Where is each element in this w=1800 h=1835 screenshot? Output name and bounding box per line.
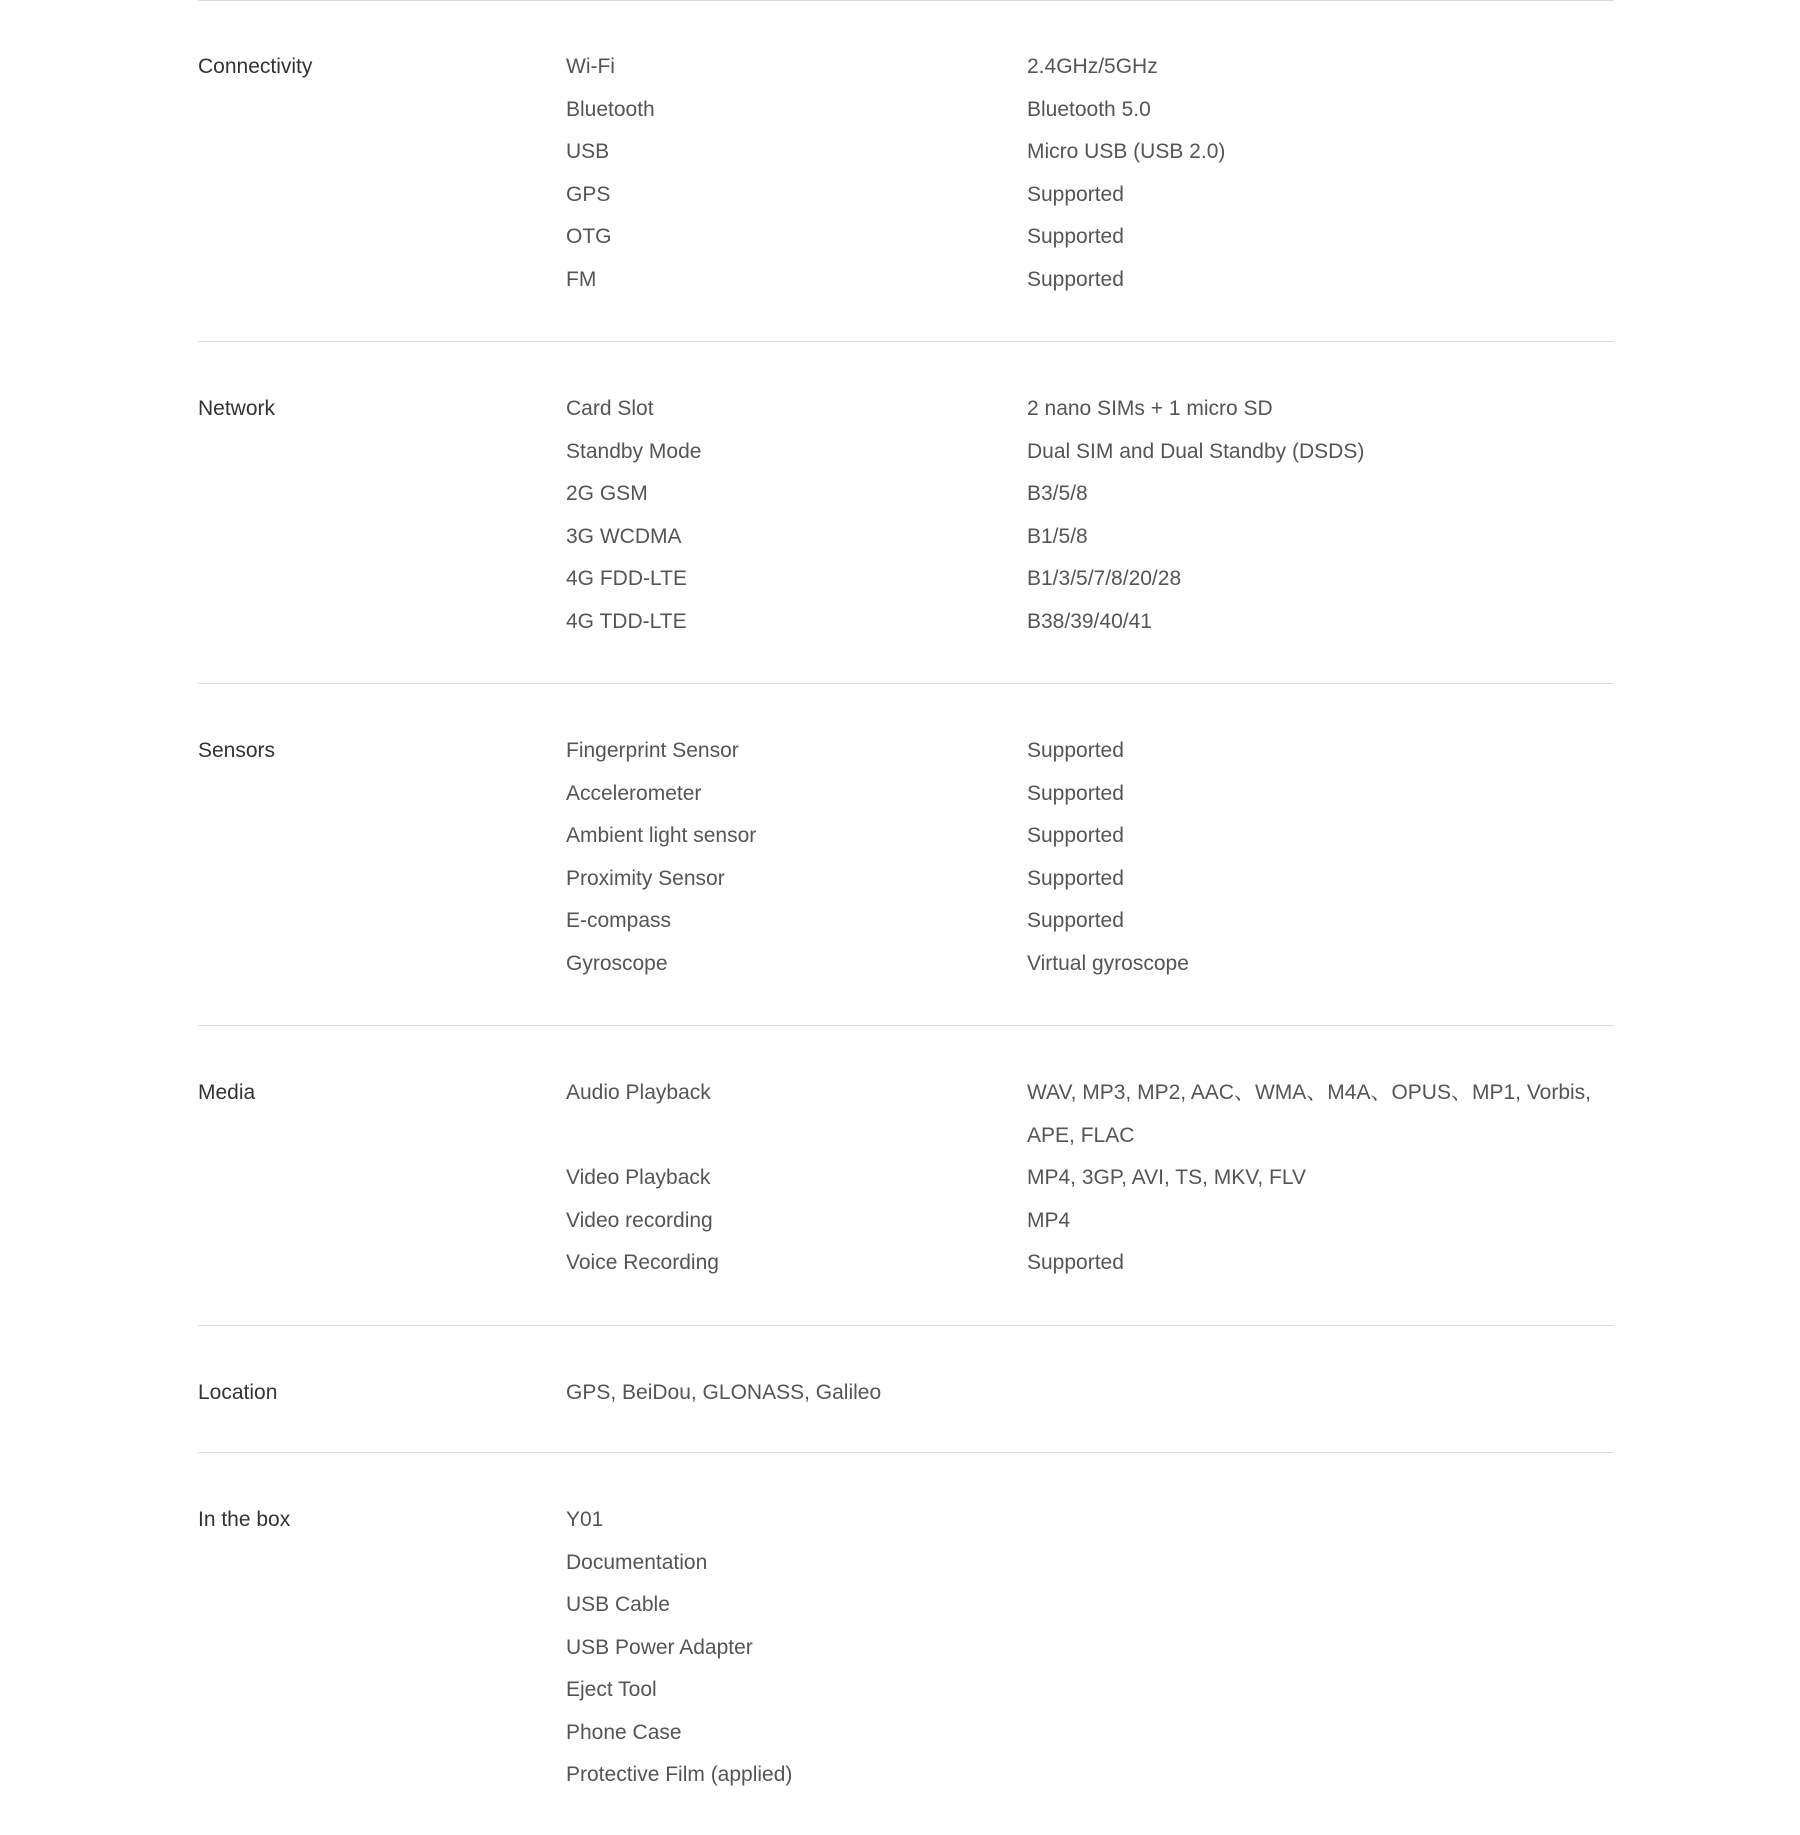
spec-value: MP4, 3GP, AVI, TS, MKV, FLV [1027, 1166, 1306, 1189]
spec-row [566, 943, 1614, 986]
spec-row [566, 1157, 1614, 1200]
spec-key: Voice Recording [566, 1251, 719, 1274]
list-item: Documentation [566, 1550, 708, 1574]
location-value: GPS, BeiDou, GLONASS, Galileo [566, 1380, 882, 1404]
spec-key: Bluetooth [566, 97, 655, 121]
spec-row [566, 730, 1614, 773]
spec-key: FM [566, 267, 597, 291]
spec-row [566, 858, 1614, 901]
section-title: Connectivity [198, 55, 313, 78]
spec-table [198, 0, 1614, 1835]
section-title: Sensors [198, 739, 276, 762]
spec-value: Supported [1027, 866, 1124, 890]
section-title: In the box [198, 1508, 291, 1531]
spec-row [566, 558, 1614, 601]
spec-row [566, 1242, 1614, 1285]
spec-value: Supported [1027, 824, 1124, 847]
spec-value: B1/5/8 [1027, 524, 1088, 548]
spec-section-connectivity [198, 0, 1614, 341]
spec-key: Video Playback [566, 1166, 711, 1189]
section-title: Media [198, 1081, 256, 1104]
spec-row [566, 431, 1614, 474]
spec-row [566, 601, 1614, 644]
spec-key: Gyroscope [566, 951, 668, 975]
section-rows [566, 46, 1614, 301]
spec-key: GPS [566, 182, 611, 206]
spec-value: 2.4GHz/5GHz [1027, 55, 1158, 78]
spec-value: 2 nano SIMs + 1 micro SD [1027, 397, 1273, 420]
spec-key: 4G FDD-LTE [566, 567, 687, 590]
section-rows [566, 1072, 1614, 1285]
section-rows [566, 1372, 1614, 1415]
spec-row [566, 1072, 1614, 1157]
spec-key: OTG [566, 225, 612, 248]
spec-row [566, 216, 1614, 259]
spec-row [566, 773, 1614, 816]
spec-row [566, 473, 1614, 516]
spec-value: Supported [1027, 225, 1124, 248]
list-item: Eject Tool [566, 1678, 657, 1701]
spec-key: 4G TDD-LTE [566, 609, 687, 633]
spec-value: Supported [1027, 909, 1124, 932]
spec-row [566, 900, 1614, 943]
spec-value: Dual SIM and Dual Standby (DSDS) [1027, 439, 1365, 463]
list-item: Protective Film (applied) [566, 1763, 793, 1786]
spec-value: B1/3/5/7/8/20/28 [1027, 567, 1182, 590]
spec-value: Micro USB (USB 2.0) [1027, 140, 1226, 163]
list-item: USB Cable [566, 1593, 670, 1616]
spec-value: B3/5/8 [1027, 482, 1088, 505]
spec-value: B38/39/40/41 [1027, 609, 1152, 633]
spec-value: Supported [1027, 1251, 1124, 1274]
spec-value: Bluetooth 5.0 [1027, 97, 1151, 121]
list-item: USB Power Adapter [566, 1635, 753, 1659]
spec-key: Standby Mode [566, 439, 702, 463]
spec-key: Audio Playback [566, 1081, 711, 1104]
spec-value: Supported [1027, 781, 1124, 805]
spec-key: Fingerprint Sensor [566, 739, 739, 762]
spec-key: 3G WCDMA [566, 524, 682, 548]
spec-row [566, 815, 1614, 858]
section-rows [566, 1499, 1614, 1797]
spec-key: Wi-Fi [566, 55, 615, 78]
spec-key: Accelerometer [566, 781, 702, 805]
spec-row [566, 388, 1614, 431]
spec-row [566, 516, 1614, 559]
spec-value: WAV, MP3, MP2, AAC、WMA、M4A、OPUS、MP1, Vorbis, APE, FLAC [1027, 1081, 1592, 1147]
spec-key: E-compass [566, 909, 672, 932]
spec-value: Virtual gyroscope [1027, 951, 1189, 975]
spec-section-in-the-box [198, 1452, 1614, 1835]
spec-row [566, 259, 1614, 302]
section-rows [566, 388, 1614, 643]
list-item: Phone Case [566, 1720, 682, 1744]
spec-row [566, 1200, 1614, 1243]
spec-section-sensors [198, 683, 1614, 1025]
spec-section-media [198, 1025, 1614, 1325]
spec-row [566, 46, 1614, 89]
spec-section-location [198, 1325, 1614, 1453]
section-rows [566, 730, 1614, 985]
spec-value: MP4 [1027, 1208, 1071, 1232]
list-item: Y01 [566, 1508, 604, 1531]
spec-key: Proximity Sensor [566, 866, 725, 890]
spec-row [566, 174, 1614, 217]
spec-row [566, 131, 1614, 174]
spec-key: Video recording [566, 1208, 713, 1232]
spec-section-network [198, 341, 1614, 683]
spec-value: Supported [1027, 739, 1124, 762]
section-title: Network [198, 397, 276, 420]
spec-value: Supported [1027, 182, 1124, 206]
spec-key: Card Slot [566, 397, 654, 420]
spec-key: 2G GSM [566, 482, 648, 505]
section-title: Location [198, 1380, 278, 1404]
spec-key: Ambient light sensor [566, 824, 757, 847]
spec-value: Supported [1027, 267, 1124, 291]
spec-key: USB [566, 140, 610, 163]
spec-row [566, 89, 1614, 132]
